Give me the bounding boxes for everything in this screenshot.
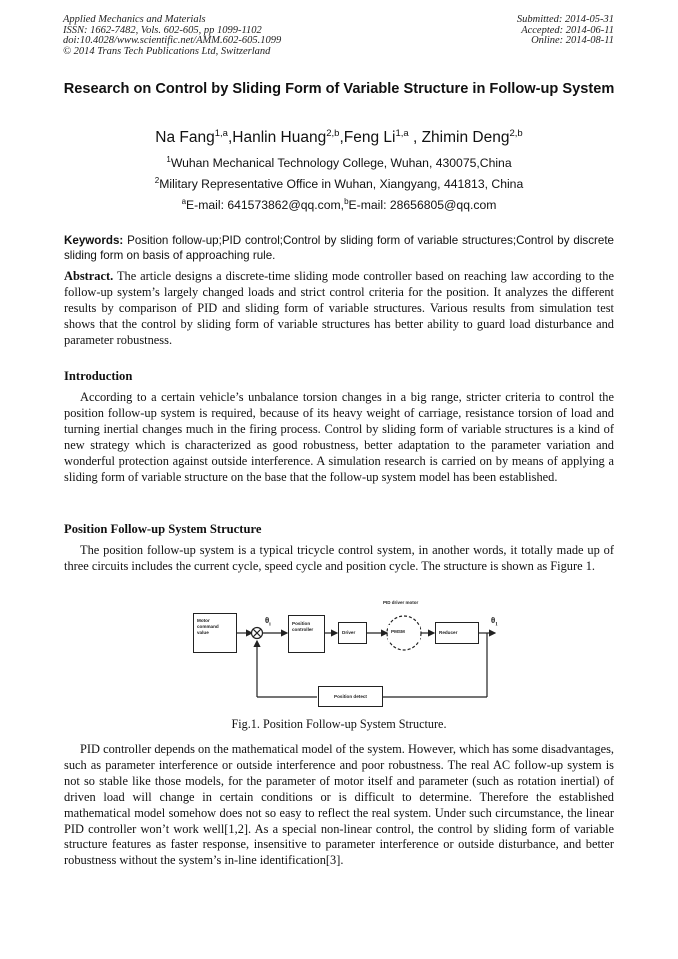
pmsm-box (388, 625, 420, 641)
section-heading-structure: Position Follow-up System Structure (64, 522, 262, 536)
input-box-line: value (197, 630, 209, 635)
controller-line: controller (292, 627, 314, 632)
theta-subscript: i (269, 622, 271, 628)
email-a: E-mail: 641573862@qq.com, (186, 198, 345, 212)
block-diagram (185, 598, 505, 716)
submitted-date: Submitted: 2014-05-31 (516, 14, 614, 25)
theta-symbol: θ (265, 616, 270, 625)
input-box-line: command (197, 624, 219, 629)
author-name: Feng Li (343, 129, 396, 146)
structure-paragraph: The position follow-up system is a typical tricycle control system, in another words, it totally made up of three circuits includes the current cycle, speed cycle and position cycle. The structure is shown as Figure 1. (64, 543, 614, 573)
email-sup: a (181, 197, 187, 206)
affiliation-text: Military Representative Office in Wuhan, Xiangyang, 441813, China (159, 177, 524, 191)
driver-box (338, 622, 367, 644)
affiliation-1 (0, 156, 678, 170)
theta-symbol: θ (491, 616, 496, 625)
keywords-text: Position follow-up;PID control;Control by sliding form of variable structures;Control by discrete sliding form on basis of approaching rule. (64, 234, 614, 263)
author-sup: 2,b (509, 128, 523, 139)
accepted-date: Accepted: 2014-06-11 (521, 24, 614, 36)
driver-label: Driver (342, 630, 356, 635)
author-sup: 1,a (395, 128, 409, 139)
reducer-label: Reducer (439, 630, 458, 635)
keywords-label: Keywords: (64, 234, 124, 247)
email-sup: b (344, 197, 349, 206)
introduction-paragraph: According to a certain vehicle’s unbalance torsion changes in a big range, stricter criteria to control the position follow-up system is required, because of its heavy weight of carriage, resistance torsion of load and turning inertial changes much in the firing process. Control by sliding form of variable structures is a kind of new strategy which is characterized as good robustness, better adaptation to the parameter variation and wonderful protection against outside interference. A simulation research is carried on by means of applying a sliding form of variable structure on the base that the follow-up system model has been established. (64, 390, 614, 484)
journal-issn: ISSN: 1662-7482, Vols. 602-605, pp 1099-1102 (63, 24, 262, 36)
submission-dates (517, 15, 614, 47)
input-box (193, 613, 237, 653)
abstract (64, 269, 614, 349)
reducer-box (435, 622, 479, 644)
author-name: Zhimin Deng (421, 129, 510, 146)
pmsm-label: PMSM (391, 629, 405, 634)
email-b: E-mail: 28656805@qq.com (348, 198, 497, 212)
theta-subscript: 1 (495, 622, 498, 628)
journal-copyright: © 2014 Trans Tech Publications Ltd, Switzerland (63, 45, 271, 57)
theta-input-label (265, 616, 271, 628)
paper-title: Research on Control by Sliding Form of Variable Structure in Follow-up System (63, 81, 615, 97)
pid-paragraph: PID controller depends on the mathematical model of the system. However, which has some disadvantages, such as parameter interference or outside interference and poor robustness. The real AC follow-up system is not so stable like those models, for the parameter of motor itself and parameter (such as rotation inertial) of driven load will change in certain conditions or is difficult to determine. Therefore the established mathematical model somehow does not so easy to reflect the real system. Under such circumstance, the linear PID controller won’t work well[1,2]. As a special non-linear control, the control by sliding form of variable structure features as faster response, insensitive to parameter interference or outside disturbance, and better robustness without the system’s in-line identification[3]. (64, 742, 614, 868)
affiliation-sup: 1 (166, 155, 171, 164)
author-name: Hanlin Huang (232, 129, 327, 146)
author-sup: 1,a (214, 128, 228, 139)
affiliation-2 (0, 177, 678, 191)
author-name: Na Fang (155, 129, 215, 146)
keywords (64, 233, 614, 263)
theta-output-label (491, 616, 498, 628)
position-detect-label: Position detect (334, 694, 367, 699)
abstract-label: Abstract. (64, 269, 114, 283)
input-box-line: Motor (197, 618, 210, 623)
author-list: Na Fang$^{1,a}$,Hanlin Huang$^{2,b}$,Feng Li$^{1,a}$ , Zhimin Deng$^{2,b}$ (155, 128, 523, 146)
affiliation-sup: 2 (154, 176, 160, 185)
author-sup: 2,b (326, 128, 340, 139)
online-date: Online: 2014-08-11 (531, 35, 614, 47)
affiliation-text: Wuhan Mechanical Technology College, Wuhan, 430075,China (170, 156, 512, 170)
figure-caption: Fig.1. Position Follow-up System Structure. (231, 717, 447, 731)
controller-line: Position (292, 621, 311, 626)
journal-info (63, 15, 281, 57)
pid-driver-label: PID driver motor (383, 600, 419, 605)
journal-doi: doi:10.4028/www.scientific.net/AMM.602-605.1099 (63, 35, 282, 47)
position-detect-box (318, 686, 383, 707)
journal-name: Applied Mechanics and Materials (63, 14, 206, 25)
section-heading-introduction: Introduction (64, 369, 133, 383)
position-controller-box (288, 615, 325, 653)
abstract-text: The article designs a discrete-time sliding mode controller based on reaching law according to the follow-up system’s largely changed loads and strict control criteria for the position. It analyzes the different results by comparison of PID and sliding form of variable structures. Various results from simulation test shows that the control by sliding form of variable structures has better ability to guard load disturbance and parameter robustness. (64, 269, 614, 347)
author-emails (0, 198, 678, 212)
